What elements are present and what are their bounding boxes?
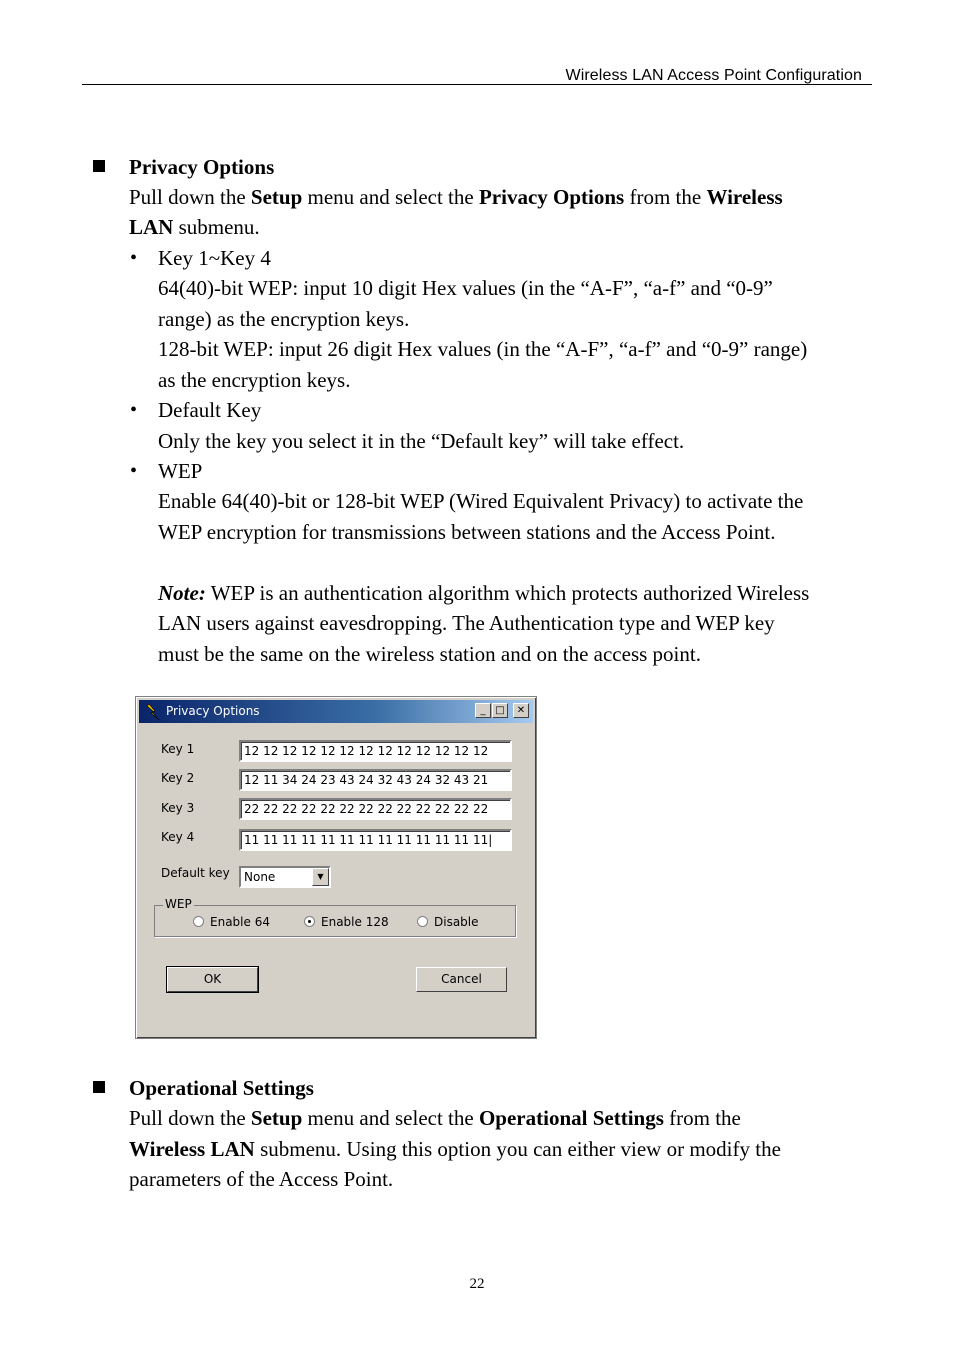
privacy-options-dialog — [135, 696, 537, 1039]
close-button[interactable]: ✕ — [513, 703, 529, 718]
bullet-title: WEP — [158, 459, 203, 483]
bullet-text: WEP encryption for transmissions between stations and the Access Point. — [158, 520, 776, 544]
key1-input[interactable]: 12 12 12 12 12 12 12 12 12 12 12 12 12 — [239, 740, 512, 762]
dialog-titlebar — [139, 700, 533, 723]
radio-circle-icon — [193, 916, 204, 927]
key3-input[interactable]: 22 22 22 22 22 22 22 22 22 22 22 22 22 — [239, 798, 512, 820]
wep-groupbox — [154, 897, 516, 937]
bullet-text: 128-bit WEP: input 26 digit Hex values (in the “A-F”, “a-f” and “0-9” range) — [158, 337, 808, 361]
radio-selected-icon — [304, 916, 315, 927]
operational-line-2: Wireless LAN submenu. Using this option you can either view or modify the — [129, 1137, 781, 1161]
minimize-button[interactable]: _ — [475, 703, 491, 718]
intro-line-2: LAN submenu. — [129, 215, 260, 239]
default-key-value: None — [244, 870, 276, 884]
operational-line-3: parameters of the Access Point. — [129, 1167, 394, 1191]
key4-input[interactable]: 11 11 11 11 11 11 11 11 11 11 11 11 11| — [239, 829, 512, 851]
bullet-text: range) as the encryption keys. — [158, 307, 410, 331]
wep-group-label: WEP — [165, 897, 192, 911]
section-heading: Operational Settings — [129, 1076, 314, 1100]
dialog-title: Privacy Options — [166, 704, 260, 718]
default-key-label: Default key — [161, 866, 230, 880]
radio-enable-128[interactable]: Enable 128 — [304, 915, 389, 929]
cancel-button[interactable]: Cancel — [416, 967, 507, 992]
bullet-text: as the encryption keys. — [158, 368, 351, 392]
radio-circle-icon — [417, 916, 428, 927]
note-line-3: must be the same on the wireless station and on the access point. — [158, 642, 701, 666]
bullet-title: Key 1~Key 4 — [158, 246, 271, 270]
chevron-down-icon[interactable]: ▼ — [312, 868, 329, 886]
bullet-title: Default Key — [158, 398, 262, 422]
maximize-button[interactable]: □ — [492, 703, 508, 718]
page-number: 22 — [469, 1276, 485, 1292]
note-line-1: Note: WEP is an authentication algorithm which protects authorized Wireless — [158, 581, 810, 605]
square-bullet-icon — [93, 160, 105, 172]
running-header: Wireless LAN Access Point Configuration — [565, 67, 862, 84]
operational-line-1: Pull down the Setup menu and select the Operational Settings from the — [129, 1106, 741, 1130]
bullet-dot-icon: • — [130, 460, 138, 482]
bullet-text: Only the key you select it in the “Default key” will take effect. — [158, 429, 685, 453]
key2-label: Key 2 — [161, 771, 195, 785]
bullet-text: Enable 64(40)-bit or 128-bit WEP (Wired Equivalent Privacy) to activate the — [158, 489, 804, 513]
section-heading: Privacy Options — [129, 155, 275, 179]
radio-disable[interactable]: Disable — [417, 915, 479, 929]
radio-enable-64[interactable]: Enable 64 — [193, 915, 270, 929]
bullet-text: 64(40)-bit WEP: input 10 digit Hex values (in the “A-F”, “a-f” and “0-9” — [158, 276, 773, 300]
key3-label: Key 3 — [161, 801, 195, 815]
bullet-dot-icon: • — [130, 247, 138, 269]
note-line-2: LAN users against eavesdropping. The Authentication type and WEP key — [158, 611, 775, 635]
key2-input[interactable]: 12 11 34 24 23 43 24 32 43 24 32 43 21 — [239, 769, 512, 791]
bullet-dot-icon: • — [130, 399, 138, 421]
header-rule — [82, 84, 872, 85]
square-bullet-icon — [93, 1081, 105, 1093]
intro-line-1: Pull down the Setup menu and select the Privacy Options from the Wireless — [129, 185, 783, 209]
default-key-select[interactable] — [239, 866, 331, 888]
key4-label: Key 4 — [161, 830, 195, 844]
ok-button[interactable]: OK — [167, 967, 258, 992]
key1-label: Key 1 — [161, 742, 195, 756]
lightning-icon — [145, 703, 163, 721]
